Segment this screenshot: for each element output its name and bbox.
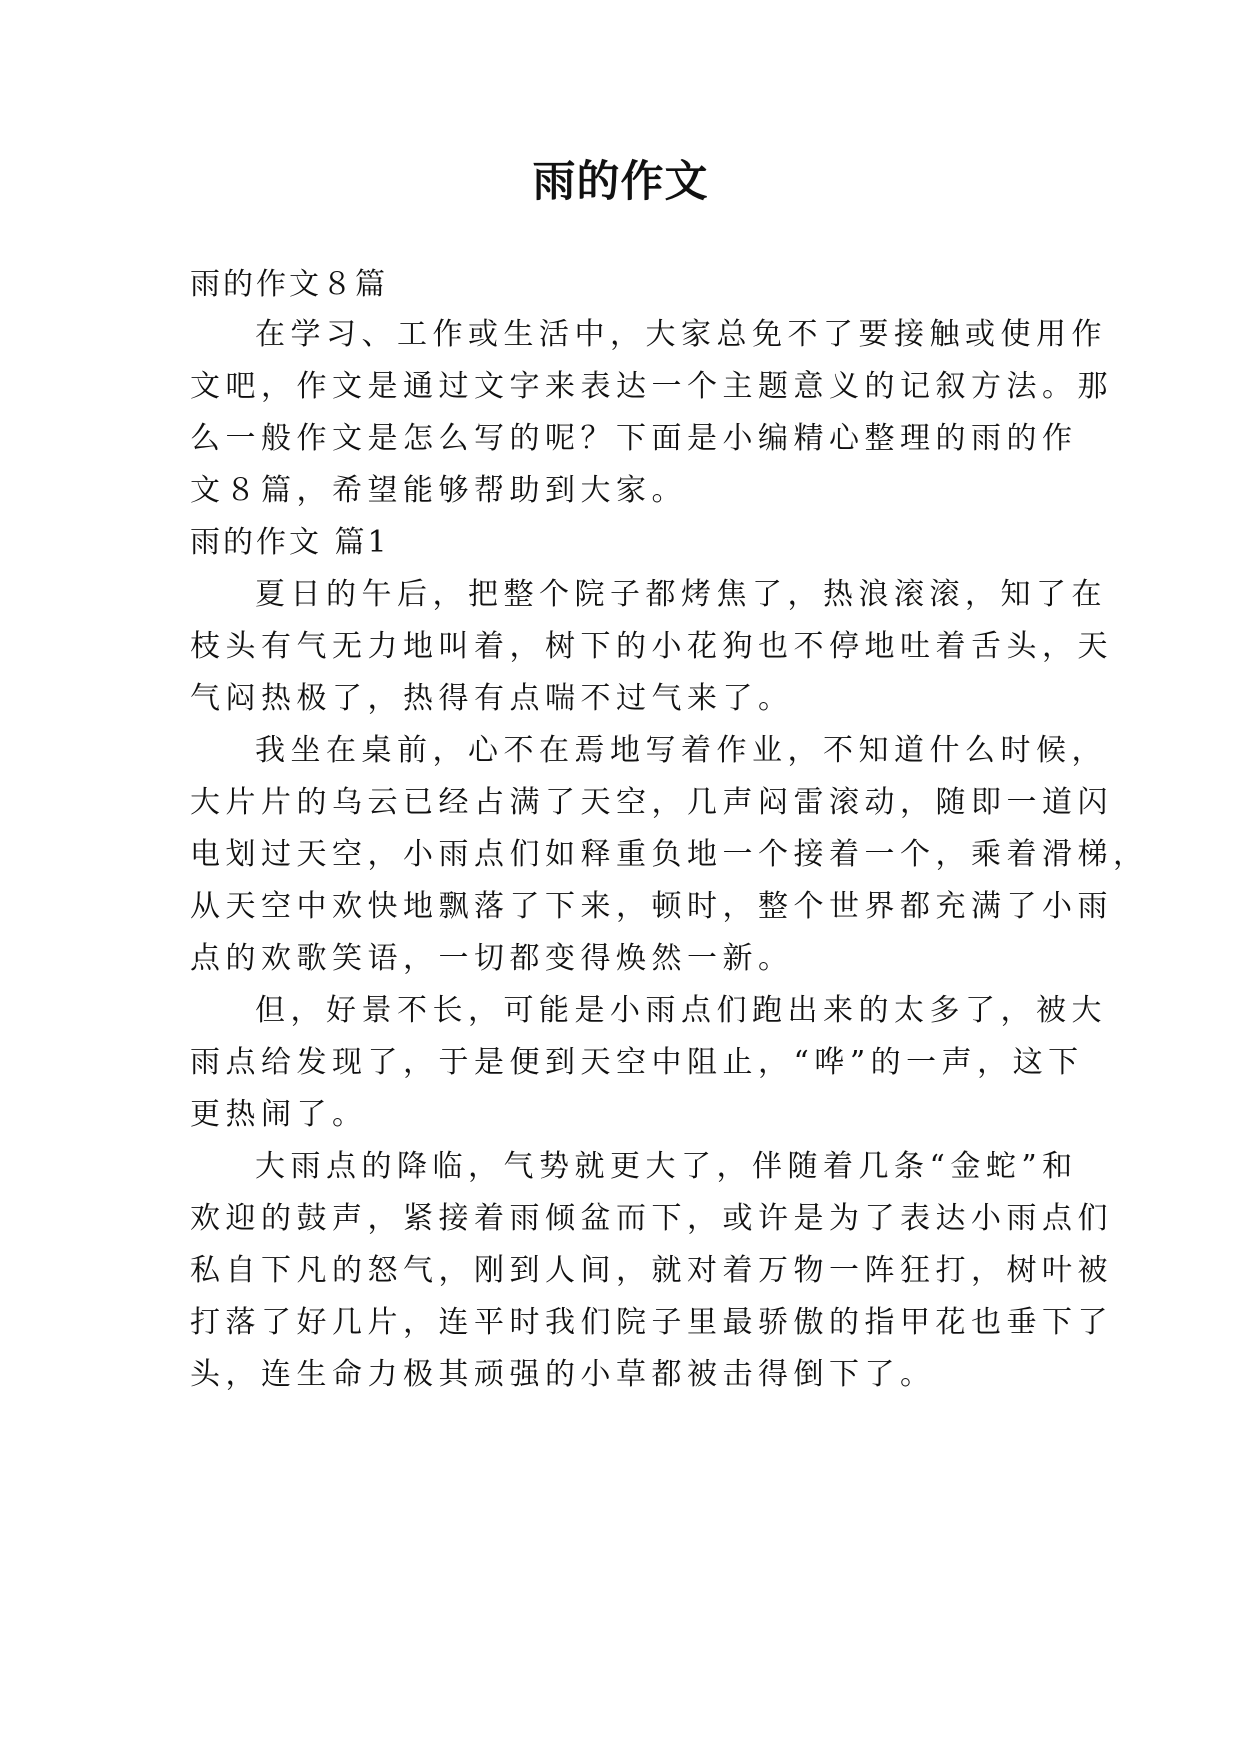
essay-heading: 雨的作文 篇1 <box>190 525 390 560</box>
paragraph-line: 但，好景不长，可能是小雨点们跑出来的太多了，被大 <box>255 993 1107 1028</box>
intro-paragraph-line: 在学习、工作或生活中，大家总免不了要接触或使用作 <box>255 317 1107 352</box>
paragraph-line: 电划过天空，小雨点们如释重负地一个接着一个，乘着滑梯， <box>190 837 1149 872</box>
intro-paragraph-line: 文吧，作文是通过文字来表达一个主题意义的记叙方法。那 <box>190 369 1113 404</box>
paragraph-line: 我坐在桌前，心不在焉地写着作业，不知道什么时候， <box>255 733 1107 768</box>
paragraph-line: 私自下凡的怒气，刚到人间，就对着万物一阵狂打，树叶被 <box>190 1253 1113 1288</box>
paragraph-line: 打落了好几片，连平时我们院子里最骄傲的指甲花也垂下了 <box>190 1305 1113 1340</box>
intro-paragraph-line: 么一般作文是怎么写的呢？下面是小编精心整理的雨的作 <box>190 421 1078 456</box>
paragraph-line: 从天空中欢快地飘落了下来，顿时，整个世界都充满了小雨 <box>190 889 1113 924</box>
paragraph-line: 枝头有气无力地叫着，树下的小花狗也不停地吐着舌头，天 <box>190 629 1113 664</box>
document-title: 雨的作文 <box>532 157 709 207</box>
paragraph-line: 气闷热极了，热得有点喘不过气来了。 <box>190 681 794 716</box>
section-heading: 雨的作文８篇 <box>190 267 388 302</box>
paragraph-line: 夏日的午后，把整个院子都烤焦了，热浪滚滚，知了在 <box>255 577 1107 612</box>
paragraph-line: 更热闹了。 <box>190 1097 368 1132</box>
paragraph-line: 头，连生命力极其顽强的小草都被击得倒下了。 <box>190 1357 936 1392</box>
paragraph-line: 点的欢歌笑语，一切都变得焕然一新。 <box>190 941 794 976</box>
paragraph-line: 雨点给发现了，于是便到天空中阻止，“哗”的一声，这下 <box>190 1045 1084 1080</box>
paragraph-line: 欢迎的鼓声，紧接着雨倾盆而下，或许是为了表达小雨点们 <box>190 1201 1113 1236</box>
paragraph-line: 大片片的乌云已经占满了天空，几声闷雷滚动，随即一道闪 <box>190 785 1113 820</box>
paragraph-line: 大雨点的降临，气势就更大了，伴随着几条“金蛇”和 <box>255 1149 1078 1184</box>
intro-paragraph-line: 文８篇，希望能够帮助到大家。 <box>190 473 687 508</box>
